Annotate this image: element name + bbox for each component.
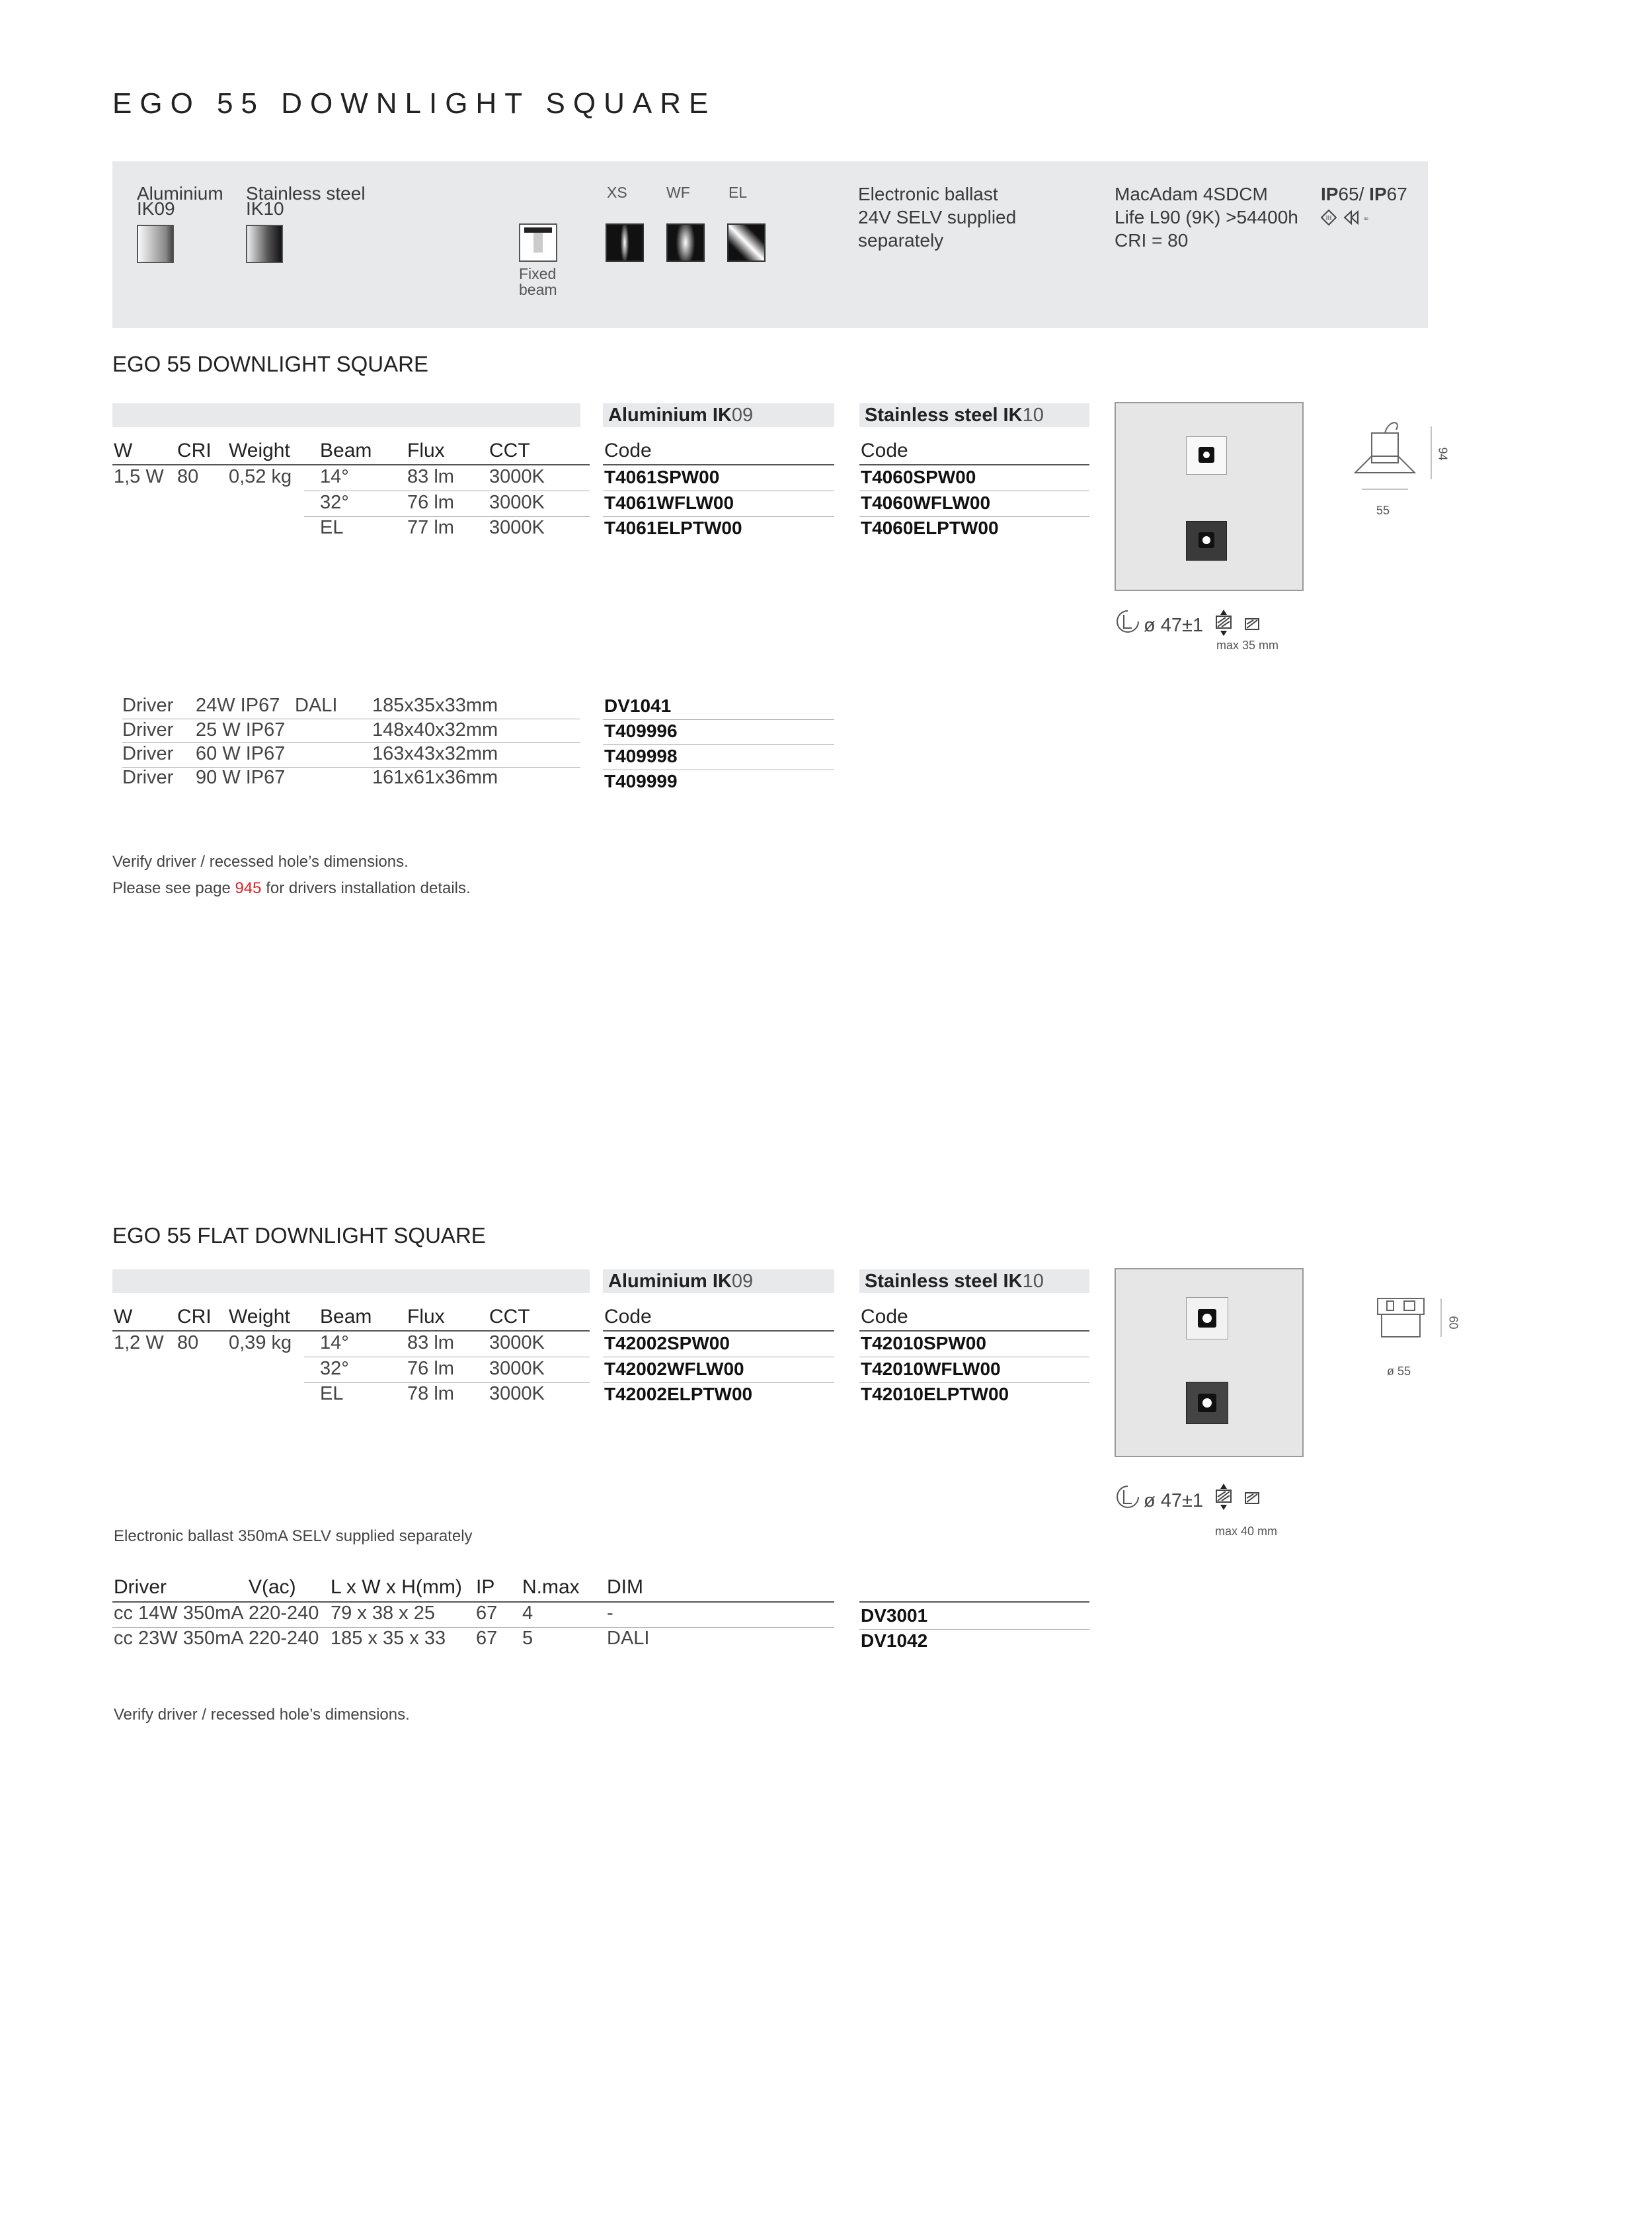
s1-note-see-page-a: Please see page [112, 879, 235, 897]
s1-driver-code-0: DV1041 [604, 696, 672, 716]
s1-beam-1: 32° [320, 492, 349, 513]
s1-flux-0: 83 lm [407, 466, 454, 487]
class-iii-icon [1321, 210, 1337, 225]
s2-max: max 40 mm [1215, 1525, 1278, 1538]
s2-driver-1: cc 23W 350mA [114, 1628, 244, 1649]
s2-note-verify: Verify driver / recessed hole’s dimensions. [114, 1706, 410, 1724]
s2-flux-1: 76 lm [407, 1358, 454, 1379]
s2-dh-vac: V(ac) [249, 1576, 296, 1598]
s1-w: 1,5 W [114, 466, 164, 487]
s2-h-flux: Flux [407, 1306, 445, 1328]
steel-fixture-icon [1186, 1382, 1228, 1424]
page-link[interactable]: 945 [235, 879, 262, 897]
ballast-line-3: separately [858, 230, 944, 251]
s2-vac-0: 220-240 [249, 1603, 319, 1624]
material-aluminium [137, 182, 223, 220]
s1-steel-code-label: Code [861, 440, 908, 461]
s1-flux-1: 76 lm [407, 492, 454, 513]
s2-alu-code-label: Code [604, 1306, 652, 1328]
page-title: EGO 55 DOWNLIGHT SQUARE [112, 87, 717, 120]
s1-alu-header [603, 403, 834, 427]
s1-h-cct: CCT [489, 440, 530, 461]
s2-ip-0: 67 [476, 1603, 498, 1624]
s2-dim-1: DALI [607, 1628, 650, 1649]
s2-alu-code-1: T42002WFLW00 [604, 1359, 744, 1379]
s1-steel-row-rule [859, 516, 1089, 517]
s1-steel-header [859, 403, 1089, 427]
s1-steel-header-text: Stainless steel IK [865, 405, 1023, 426]
s1-h-cri: CRI [177, 440, 212, 461]
beam-wf-icon [666, 223, 705, 262]
s2-dh-lwh: L x W x H(mm) [331, 1576, 462, 1598]
s1-alu-code-label: Code [604, 440, 652, 461]
s2-dim-0: - [607, 1603, 613, 1624]
s2-cct-0: 3000K [489, 1332, 545, 1353]
s1-steel-code-0: T4060SPW00 [861, 467, 976, 487]
steel-ik-label: IK10 [246, 198, 284, 219]
s2-beam-2: EL [320, 1383, 344, 1404]
s1-driver-code-3: T409999 [604, 771, 678, 791]
s2-cct-2: 3000K [489, 1383, 545, 1404]
fixed-beam-icon [519, 223, 557, 262]
s1-driver-label-3: Driver [122, 767, 174, 788]
s2-header-rule [112, 1330, 590, 1332]
s1-max: max 35 mm [1216, 639, 1279, 652]
s2-lwh-1: 185 x 35 x 33 [331, 1628, 446, 1649]
svg-text:∞: ∞ [1363, 216, 1369, 223]
s2-h-w: W [114, 1306, 133, 1328]
s1-driver-rule [122, 742, 580, 743]
s2-steel-header-num: 10 [1022, 1271, 1044, 1292]
section1-spec-bar [112, 403, 580, 427]
s1-cct-1: 3000K [489, 492, 545, 513]
s2-h-cri: CRI [177, 1306, 212, 1328]
s1-driver-label-1: Driver [122, 719, 174, 740]
s1-alu-code-2: T4061ELPTW00 [604, 518, 742, 538]
section2-title: EGO 55 FLAT DOWNLIGHT SQUARE [112, 1223, 486, 1248]
aluminium-label: Aluminium [137, 183, 223, 204]
ballast-line-2: 24V SELV supplied [858, 207, 1017, 227]
s2-h-cct: CCT [489, 1306, 530, 1328]
s2-ip-1: 67 [476, 1628, 498, 1649]
s2-driver-code-rule [859, 1601, 1089, 1603]
s1-driver-label-2: Driver [122, 743, 174, 764]
s1-driver-dali-0: DALI [295, 695, 338, 716]
s1-hole: ø 47±1 [1144, 615, 1204, 636]
beam-xs-label: XS [607, 184, 627, 201]
recess-hole-icon [1115, 608, 1141, 636]
s2-beam-1: 32° [320, 1358, 349, 1379]
aluminium-fixture-icon [1186, 1297, 1228, 1339]
s2-alu-header-num: 09 [731, 1271, 754, 1292]
s1-cct-0: 3000K [489, 466, 545, 487]
ip-b-num: 67 [1386, 184, 1407, 204]
beam-wf-label: WF [666, 184, 690, 201]
s1-alu-code-0: T4061SPW00 [604, 467, 720, 487]
s1-driver-size-2: 163x43x32mm [372, 743, 498, 764]
macadam-line-3: CRI = 80 [1115, 230, 1189, 251]
material-steel [246, 182, 366, 220]
s2-w: 1,2 W [114, 1332, 164, 1353]
s1-driver-spec-0: 24W IP67 [196, 695, 280, 716]
s2-product-image [1115, 1268, 1304, 1457]
s2-steel-code-1: T42010WFLW00 [861, 1359, 1001, 1379]
beam-xs-icon [606, 223, 644, 262]
s2-steel-header-text: Stainless steel IK [865, 1271, 1023, 1292]
s2-dh-driver: Driver [114, 1576, 167, 1598]
s1-driver-code-1: T409996 [604, 721, 678, 741]
s1-technical-drawing [1349, 417, 1448, 502]
fixed-beam-label-2: beam [519, 281, 557, 298]
macadam-line-1: MacAdam 4SDCM [1115, 184, 1268, 204]
beam-el-label: EL [728, 184, 748, 201]
s2-steel-rule [859, 1330, 1089, 1332]
s1-beam-0: 14° [320, 466, 349, 487]
s2-alu-header [603, 1269, 834, 1293]
s2-flux-0: 83 lm [407, 1332, 454, 1353]
s1-driver-spec-1: 25 W IP67 [196, 719, 286, 740]
s2-dim-w: ø 55 [1387, 1365, 1411, 1378]
s2-dh-dim: DIM [607, 1576, 643, 1598]
s1-steel-code-1: T4060WFLW00 [861, 493, 991, 513]
s2-driver-code-row-rule [859, 1629, 1089, 1630]
ceiling-thickness-icon [1215, 1484, 1268, 1513]
aluminium-fixture-icon [1186, 436, 1227, 475]
s2-technical-drawing [1375, 1296, 1454, 1349]
s1-cri: 80 [177, 466, 199, 487]
s2-steel-code-label: Code [861, 1306, 908, 1328]
s1-beam-2: EL [320, 517, 344, 538]
s1-driver-size-0: 185x35x33mm [372, 695, 498, 716]
s2-driver-code-1: DV1042 [861, 1630, 928, 1651]
s2-dim-h: 60 [1446, 1316, 1460, 1330]
svg-text:III: III [1325, 215, 1332, 222]
beam-el-icon [727, 223, 766, 262]
s1-alu-row-rule [603, 516, 834, 517]
s2-flux-2: 78 lm [407, 1383, 454, 1404]
s1-dim-w: 55 [1376, 504, 1390, 517]
s1-alu-header-text: Aluminium IK [608, 405, 732, 426]
s2-weight: 0,39 kg [229, 1332, 292, 1353]
s1-driver-label-0: Driver [122, 695, 174, 716]
s1-weight: 0,52 kg [229, 466, 292, 487]
s1-driver-rule [122, 767, 580, 768]
s2-hole: ø 47±1 [1144, 1490, 1204, 1511]
s1-driver-spec-2: 60 W IP67 [196, 743, 286, 764]
s2-cct-1: 3000K [489, 1358, 545, 1379]
s2-cri: 80 [177, 1332, 199, 1353]
s1-driver-spec-3: 90 W IP67 [196, 767, 286, 788]
s1-header-rule [112, 464, 590, 465]
ip-b: IP [1369, 184, 1387, 204]
s2-h-beam: Beam [320, 1306, 372, 1328]
steel-fixture-icon [1186, 521, 1227, 561]
ip-a-num: 65/ [1338, 184, 1370, 204]
s1-note-see-page [112, 879, 471, 898]
s2-steel-code-2: T42010ELPTW00 [861, 1384, 1009, 1404]
s2-steel-row-rule [859, 1382, 1089, 1383]
ip-a: IP [1321, 184, 1339, 204]
s1-dim-h: 94 [1436, 447, 1450, 461]
s2-alu-rule [603, 1330, 834, 1332]
s2-ballast-note: Electronic ballast 350mA SELV supplied separately [114, 1527, 473, 1545]
s2-alu-row-rule [603, 1382, 834, 1383]
s2-alu-header-text: Aluminium IK [608, 1271, 732, 1292]
macadam-info [1115, 182, 1298, 252]
s1-driver-code-rule [603, 719, 834, 720]
s1-driver-size-1: 148x40x32mm [372, 719, 498, 740]
walk-over-icon [1343, 210, 1370, 225]
s1-alu-rule [603, 464, 834, 465]
s1-alu-header-num: 09 [731, 405, 754, 426]
aluminium-ik-label: IK09 [137, 198, 175, 219]
macadam-line-2: Life L90 (9K) >54400h [1115, 207, 1298, 227]
s1-h-w: W [114, 440, 133, 461]
s1-product-image [1115, 402, 1304, 591]
s1-flux-2: 77 lm [407, 517, 454, 538]
s1-h-flux: Flux [407, 440, 445, 461]
section1-title: EGO 55 DOWNLIGHT SQUARE [112, 352, 428, 376]
s1-cct-2: 3000K [489, 517, 545, 538]
s2-steel-header [859, 1269, 1089, 1293]
s1-h-weight: Weight [229, 440, 290, 461]
s1-steel-code-2: T4060ELPTW00 [861, 518, 999, 538]
s1-note-verify: Verify driver / recessed hole’s dimensions. [112, 853, 409, 871]
steel-label: Stainless steel [246, 183, 366, 204]
fixed-beam-label-1: Fixed [519, 265, 557, 282]
fixed-beam-label [519, 266, 557, 298]
s2-steel-code-0: T42010SPW00 [861, 1333, 986, 1353]
s1-driver-size-3: 161x61x36mm [372, 767, 498, 788]
aluminium-swatch [137, 225, 174, 263]
s1-steel-rule [859, 464, 1089, 465]
s2-beam-0: 14° [320, 1332, 349, 1353]
ballast-info [858, 182, 1016, 252]
ip-rating [1321, 182, 1407, 206]
s2-dh-ip: IP [476, 1576, 495, 1598]
s2-driver-0: cc 14W 350mA [114, 1603, 244, 1624]
s2-dh-nmax: N.max [522, 1576, 580, 1598]
s1-steel-header-num: 10 [1022, 405, 1044, 426]
s1-note-see-page-b: for drivers installation details. [261, 879, 471, 897]
recess-hole-icon [1115, 1484, 1141, 1511]
s1-h-beam: Beam [320, 440, 372, 461]
s2-driver-code-0: DV3001 [861, 1605, 928, 1626]
s2-nmax-0: 4 [522, 1603, 533, 1624]
s1-driver-code-rule [603, 744, 834, 745]
s2-alu-code-0: T42002SPW00 [604, 1333, 730, 1353]
s1-driver-code-2: T409998 [604, 746, 678, 766]
s1-alu-code-1: T4061WFLW00 [604, 493, 734, 513]
s2-lwh-0: 79 x 38 x 25 [331, 1603, 435, 1624]
ceiling-thickness-icon [1215, 610, 1268, 639]
s2-alu-code-2: T42002ELPTW00 [604, 1384, 753, 1404]
s2-vac-1: 220-240 [249, 1628, 319, 1649]
s2-h-weight: Weight [229, 1306, 290, 1328]
ballast-line-1: Electronic ballast [858, 184, 998, 204]
steel-swatch [246, 225, 283, 263]
section2-spec-bar [112, 1269, 590, 1293]
s2-nmax-1: 5 [522, 1628, 533, 1649]
